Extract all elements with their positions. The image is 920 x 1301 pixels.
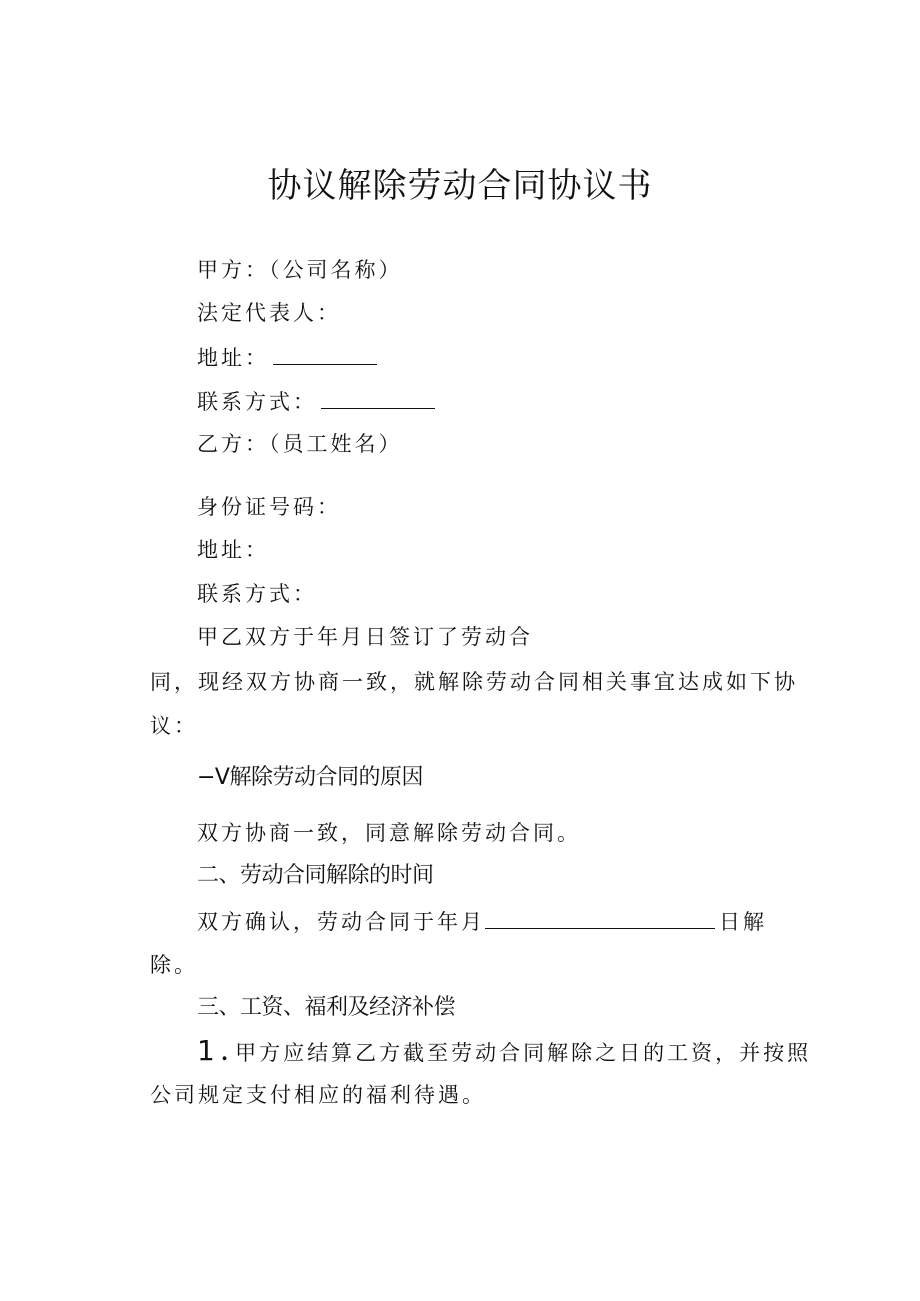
party-b-id-number: 身份证号码： <box>197 495 341 519</box>
document-title: 协议解除劳动合同协议书 <box>267 166 653 206</box>
party-a-contact-blank <box>321 386 435 409</box>
party-a-representative: 法定代表人： <box>197 301 341 325</box>
party-b-label: 乙方：（员工姓名） <box>197 432 403 456</box>
section-2-body-row <box>197 906 767 937</box>
section-3-heading: 三、工资、福利及经济补偿 <box>197 995 456 1020</box>
party-a-label: 甲方：（公司名称） <box>197 258 403 282</box>
section-3-item-1-number: 1 <box>197 1034 215 1067</box>
party-a-address-blank <box>273 342 377 365</box>
section-2-body-line-2: 除。 <box>150 953 198 977</box>
party-a-address-label: 地址： <box>197 346 269 370</box>
intro-line-1: 甲乙双方于年月日签订了劳动合 <box>197 625 533 649</box>
section-2-body-prefix: 双方确认，劳动合同于年月 <box>197 910 485 934</box>
party-a-contact-row <box>197 386 435 417</box>
party-b-contact: 联系方式： <box>197 582 317 606</box>
section-1-body: 双方协商一致，同意解除劳动合同。 <box>197 821 581 845</box>
section-2-body-suffix: 日解 <box>719 910 767 934</box>
intro-line-3: 议： <box>150 714 198 738</box>
party-a-contact-label: 联系方式： <box>197 390 317 414</box>
section-3-item-1 <box>197 1036 811 1068</box>
section-3-item-1-line-2: 公司规定支付相应的福利待遇。 <box>150 1083 486 1107</box>
section-1-heading: −V解除劳动合同的原因 <box>197 765 423 790</box>
party-a-address-row <box>197 342 377 373</box>
party-b-address: 地址： <box>197 538 269 562</box>
item-bullet-dot: . <box>220 1040 232 1065</box>
section-2-heading: 二、劳动合同解除的时间 <box>197 863 434 888</box>
section-2-date-blank <box>485 906 715 929</box>
intro-line-2: 同，现经双方协商一致，就解除劳动合同相关事宜达成如下协 <box>150 670 798 694</box>
section-3-item-1-text: 甲方应结算乙方截至劳动合同解除之日的工资，并按照 <box>235 1041 812 1065</box>
